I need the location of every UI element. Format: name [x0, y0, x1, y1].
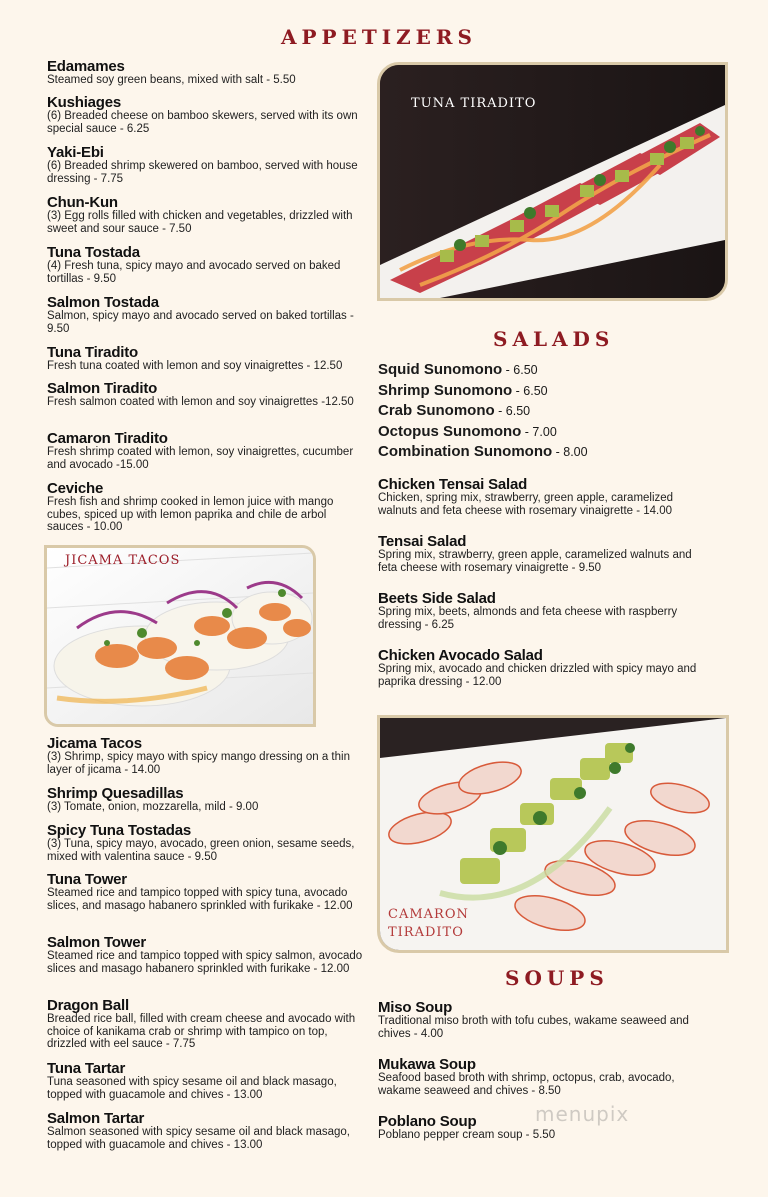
salads-list	[378, 477, 708, 688]
menu-item: Edamames Steamed soy green beans, mixed with salt - 5.50	[47, 58, 296, 86]
menu-item: Tensai Salad Spring mix, strawberry, green apple, caramelized walnuts and feta cheese with rosemary vinaigrette - 9.50	[378, 533, 692, 574]
menu-item: Jicama Tacos (3) Shrimp, spicy mayo with spicy mango dressing on a thin layer of jicama - 14.00	[47, 735, 350, 776]
appetizers-list-bottom	[47, 736, 367, 1151]
menu-item: Squid Sunomono - 6.50	[378, 361, 538, 378]
menu-item: Dragon Ball Breaded rice ball, filled with cream cheese and avocado with choice of kanikama crab or shrimp with tampico on top, drizzled with eel sauce - 7.75	[47, 997, 356, 1050]
appetizers-list-top	[47, 59, 369, 534]
menu-item: Spicy Tuna Tostadas (3) Tuna, spicy mayo, avocado, green onion, sesame seeds, mixed with valentina sauce - 9.50	[47, 822, 355, 863]
menupix-watermark: menupix	[535, 1102, 630, 1126]
salads-heading: SALADS	[493, 327, 615, 351]
camaron-tiradito-caption-1: CAMARON	[388, 907, 469, 922]
menu-item: Mukawa Soup Seafood based broth with shrimp, octopus, crab, avocado, wakame seaweed and chives - 8.50	[378, 1056, 675, 1097]
menu-item: Salmon Tostada Salmon, spicy mayo and avocado served on baked tortillas - 9.50	[47, 294, 354, 335]
tuna-tiradito-caption: TUNA TIRADITO	[411, 96, 537, 111]
menu-item: Tuna Tartar Tuna seasoned with spicy sesame oil and black masago, topped with guacamole and chives - 13.00	[47, 1060, 337, 1101]
menu-item: Octopus Sunomono - 7.00	[378, 422, 557, 440]
menu-item: Combination Sunomono - 8.00	[378, 443, 588, 460]
menu-item: Ceviche Fresh fish and shrimp cooked in lemon juice with mango cubes, spiced up with lemon paprika and chile de arbol sauces - 10.00	[47, 480, 334, 533]
appetizers-heading: APPETIZERS	[281, 25, 477, 49]
menu-item: Tuna Tower Steamed rice and tampico topped with spicy tuna, avocado slices, and masago habanero sprinkled with furikake - 12.00	[47, 871, 353, 912]
menu-item: Tuna Tostada (4) Fresh tuna, spicy mayo and avocado served on baked tortillas - 9.50	[47, 244, 341, 285]
jicama-tacos-caption: JICAMA TACOS	[65, 553, 181, 568]
soups-heading: SOUPS	[505, 966, 609, 990]
menu-item: Salmon Tartar Salmon seasoned with spicy sesame oil and black masago, topped with guacamole and chives - 13.00	[47, 1110, 350, 1151]
menu-item: Chun-Kun (3) Egg rolls filled with chicken and vegetables, drizzled with sweet and sour sauce - 7.50	[47, 194, 353, 235]
jicama-tacos-image	[47, 548, 313, 724]
menu-item: Chicken Avocado Salad Spring mix, avocado and chicken drizzled with spicy mayo and paprika dressing - 12.00	[378, 647, 697, 688]
menu-item: Yaki-Ebi (6) Breaded shrimp skewered on bamboo, served with house dressing - 7.75	[47, 144, 358, 185]
menu-item: Camaron Tiradito Fresh shrimp coated with lemon, soy vinaigrettes, cucumber and avocado -15.00	[47, 430, 354, 471]
menu-item: Shrimp Sunomono - 6.50	[378, 381, 548, 399]
menu-item: Salmon Tower Steamed rice and tampico topped with spicy salmon, avocado slices and masago habanero sprinkled with furikake - 12.00	[47, 934, 363, 975]
camaron-tiradito-caption-2: TIRADITO	[388, 925, 464, 940]
menu-item: Tuna Tiradito Fresh tuna coated with lemon and soy vinaigrettes - 12.50	[47, 344, 343, 372]
menu-item: Chicken Tensai Salad Chicken, spring mix, strawberry, green apple, caramelized walnuts and feta cheese with rosemary vinaigrette - 14.00	[378, 476, 674, 517]
menu-item: Crab Sunomono - 6.50	[378, 402, 531, 419]
menu-item: Beets Side Salad Spring mix, beets, almonds and feta cheese with raspberry dressing - 6.25	[378, 590, 678, 631]
sunomono-list	[378, 360, 678, 463]
menu-item: Poblano Soup Poblano pepper cream soup - 5.50	[378, 1113, 556, 1141]
menu-item: Salmon Tiradito Fresh salmon coated with lemon and soy vinaigrettes -12.50	[47, 380, 354, 408]
menu-item: Kushiages (6) Breaded cheese on bamboo skewers, served with its own special sauce - 6.25	[47, 94, 358, 135]
jicama-tacos-photo	[44, 545, 316, 727]
menu-item: Miso Soup Traditional miso broth with tofu cubes, wakame seaweed and chives - 4.00	[378, 999, 689, 1040]
menu-item: Shrimp Quesadillas (3) Tomate, onion, mozzarella, mild - 9.00	[47, 785, 259, 813]
